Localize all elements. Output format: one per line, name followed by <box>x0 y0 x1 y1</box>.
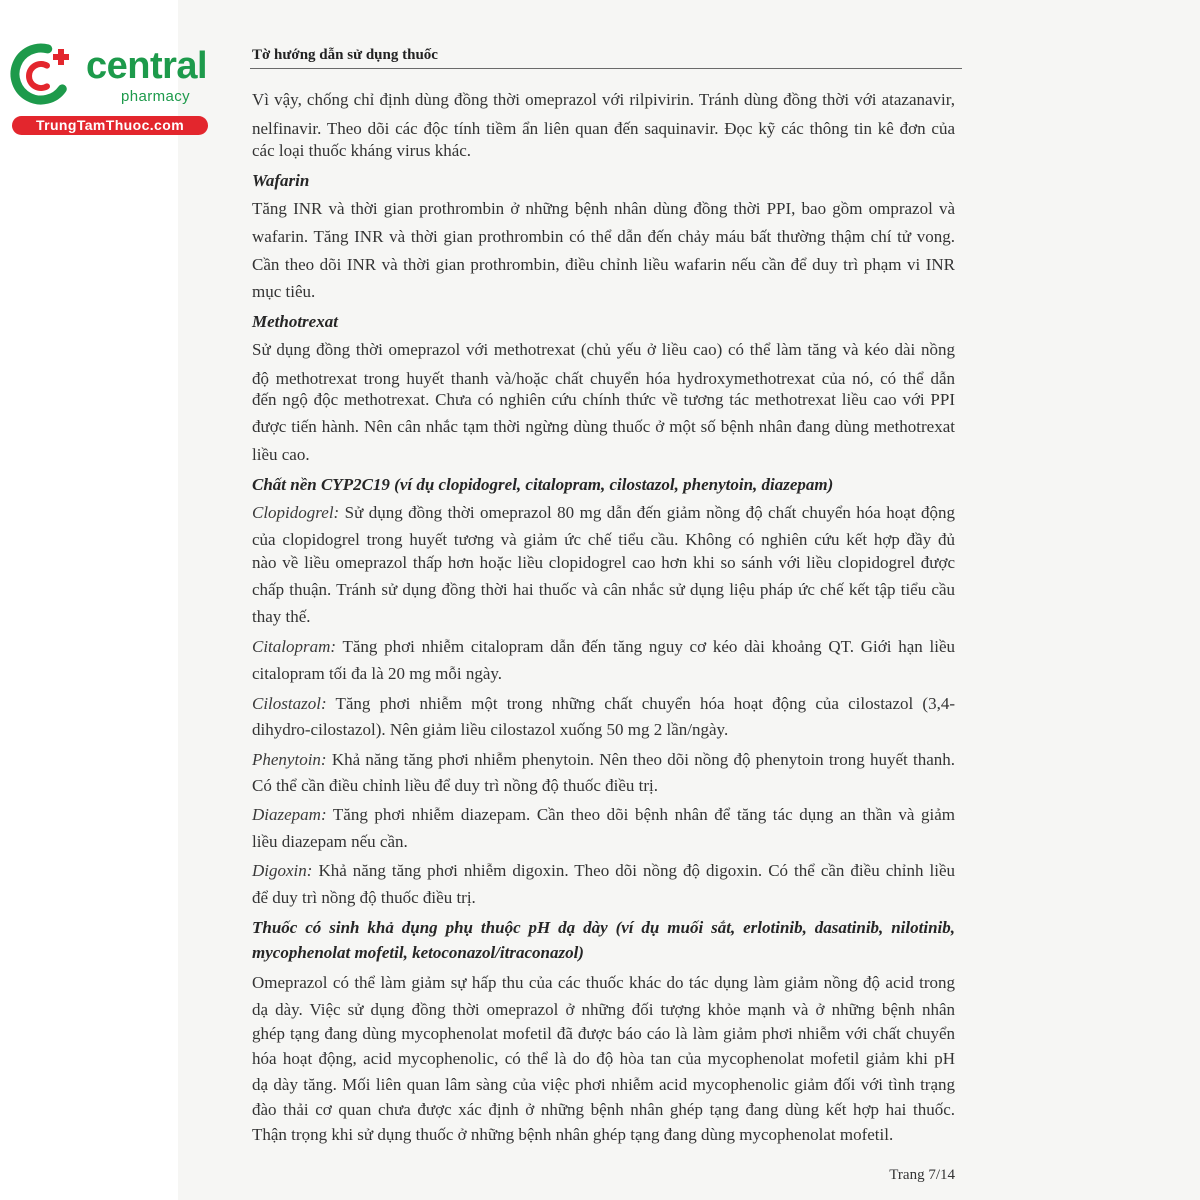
wafarin-line: Tăng INR và thời gian prothrombin ở những bệnh nhân dùng đồng thời PPI, bao gồm omprazol và <box>252 199 955 218</box>
diazepam-line <box>252 804 955 826</box>
citalopram-line: citalopram tối đa là 20 mg mỗi ngày. <box>252 664 503 683</box>
clopidogrel-line: chấp thuận. Tránh sử dụng đồng thời hai thuốc và cân nhắc sử dụng liệu pháp ức chế kết tập tiểu cầu <box>252 580 955 599</box>
phenytoin-line: Có thể cần điều chỉnh liều để duy trì nồng độ thuốc điều trị. <box>252 776 659 795</box>
section-heading-gastric-ph: mycophenolat mofetil, ketoconazol/itraconazol) <box>252 943 584 962</box>
drug-text: Tăng phơi nhiễm diazepam. Cần theo dõi bệnh nhân để tăng tác dụng an thần và giảm <box>332 805 955 824</box>
wafarin-line: mục tiêu. <box>252 282 316 301</box>
section-heading-methotrexat: Methotrexat <box>252 312 338 331</box>
section-heading-cyp2c19: Chất nền CYP2C19 (ví dụ clopidogrel, citalopram, cilostazol, phenytoin, diazepam) <box>252 475 834 494</box>
drug-text: Khả năng tăng phơi nhiễm digoxin. Theo dõi nồng độ digoxin. Có thể cần điều chỉnh liều <box>318 861 955 880</box>
document-title: Tờ hướng dẫn sử dụng thuốc <box>252 47 438 63</box>
methotrexat-line: độ methotrexat trong huyết thanh và/hoặc chất chuyển hóa hydroxymethotrexat của nó, có thể dẫn <box>252 369 955 388</box>
methotrexat-line: đến ngộ độc methotrexat. Chưa có nghiên cứu chính thức về tương tác methotrexat liều cao với PPI <box>252 390 955 409</box>
clopidogrel-line <box>252 502 955 524</box>
cilostazol-line: dihydro-cilostazol). Nên giảm liều cilostazol xuống 50 mg 2 lần/ngày. <box>252 720 729 739</box>
gastric-ph-line: đào thải cơ quan chưa được xác định ở những bệnh nhân ghép tạng đang dùng kết hợp hai thuốc. <box>252 1100 955 1119</box>
digoxin-line: để duy trì nồng độ thuốc điều trị. <box>252 888 476 907</box>
clopidogrel-line: của clopidogrel trong huyết tương và giảm ức chế tiểu cầu. Không có nghiên cứu kết hợp đầy đủ <box>252 530 955 549</box>
drug-label: Diazepam: <box>252 805 327 824</box>
drug-label: Phenytoin: <box>252 750 327 769</box>
drug-text: Tăng phơi nhiễm citalopram dẫn đến tăng nguy cơ kéo dài khoảng QT. Giới hạn liều <box>342 637 955 656</box>
brand-tagline: pharmacy <box>121 88 191 105</box>
digoxin-line <box>252 860 955 882</box>
clopidogrel-line: thay thế. <box>252 607 311 626</box>
page-number: Trang 7/14 <box>889 1167 955 1183</box>
drug-label: Digoxin: <box>252 861 313 880</box>
gastric-ph-line: ghép tạng đang dùng mycophenolat mofetil đã được báo cáo là làm giảm phơi nhiễm với chất chuyển <box>252 1024 955 1043</box>
clopidogrel-line: nào về liều omeprazol thấp hơn hoặc liều clopidogrel cao hơn khi so sánh với liều clopidogrel được <box>252 553 955 572</box>
drug-label: Citalopram: <box>252 637 337 656</box>
methotrexat-line: liều cao. <box>252 445 310 464</box>
methotrexat-line: Sử dụng đồng thời omeprazol với methotrexat (chủ yếu ở liều cao) có thể làm tăng và kéo dài nồng <box>252 340 955 359</box>
site-badge: TrungTamThuoc.com <box>12 116 208 135</box>
section-heading-wafarin: Wafarin <box>252 171 310 190</box>
intro-line: các loại thuốc kháng virus khác. <box>252 141 472 160</box>
wafarin-line: Cần theo dõi INR và thời gian prothrombin, điều chỉnh liều wafarin nếu cần để duy trì phạm vi INR <box>252 255 955 274</box>
gastric-ph-line: dạ dày tăng. Mối liên quan lâm sàng của việc phơi nhiễm acid mycophenolic giảm đối với tình trạng <box>252 1075 955 1094</box>
citalopram-line <box>252 636 955 658</box>
gastric-ph-line: Omeprazol có thể làm giảm sự hấp thu của các thuốc khác do tác dụng làm giảm nồng độ acid trong <box>252 973 955 992</box>
gastric-ph-line: Thận trọng khi sử dụng thuốc ở những bệnh nhân ghép tạng đang dùng mycophenolat mofetil. <box>252 1125 894 1144</box>
intro-line: Vì vậy, chống chỉ định dùng đồng thời omeprazol với rilpivirin. Tránh dùng đồng thời với atazanavir, <box>252 90 955 109</box>
wafarin-line: wafarin. Tăng INR và thời gian prothrombin có thể dẫn đến chảy máu bất thường thậm chí tử vong. <box>252 227 955 246</box>
section-heading-gastric-ph: Thuốc có sinh khả dụng phụ thuộc pH dạ dày (ví dụ muối sắt, erlotinib, dasatinib, nilotinib, <box>252 918 955 937</box>
intro-line: nelfinavir. Theo dõi các độc tính tiềm ẩn liên quan đến saquinavir. Đọc kỹ các thông tin kê đơn của <box>252 119 955 138</box>
gastric-ph-line: hóa hoạt động, acid mycophenolic, có thể là do độ hòa tan của mycophenolat mofetil giảm khi pH <box>252 1049 955 1068</box>
central-pharmacy-c-cross-icon <box>8 36 84 112</box>
diazepam-line: liều diazepam nếu cần. <box>252 832 408 851</box>
drug-text: Tăng phơi nhiễm một trong những chất chuyển hóa hoạt động của cilostazol (3,4- <box>335 694 955 713</box>
brand-name: central <box>86 45 208 87</box>
drug-label: Clopidogrel: <box>252 503 340 522</box>
methotrexat-line: được tiến hành. Nên cân nhắc tạm thời ngừng dùng thuốc ở một số bệnh nhân đang dùng methotrexat <box>252 417 955 436</box>
cilostazol-line <box>252 693 955 715</box>
phenytoin-line <box>252 749 955 771</box>
gastric-ph-line: dạ dày. Việc sử dụng đồng thời omeprazol ở những đối tượng khỏe mạnh và ở những bệnh nhân <box>252 1000 955 1019</box>
drug-text: Khả năng tăng phơi nhiễm phenytoin. Nên theo dõi nồng độ phenytoin trong huyết thanh. <box>331 750 956 769</box>
drug-label: Cilostazol: <box>252 694 327 713</box>
header-divider <box>250 68 962 69</box>
drug-text: Sử dụng đồng thời omeprazol 80 mg dẫn đến giảm nồng độ chất chuyển hóa hoạt động <box>344 503 955 522</box>
